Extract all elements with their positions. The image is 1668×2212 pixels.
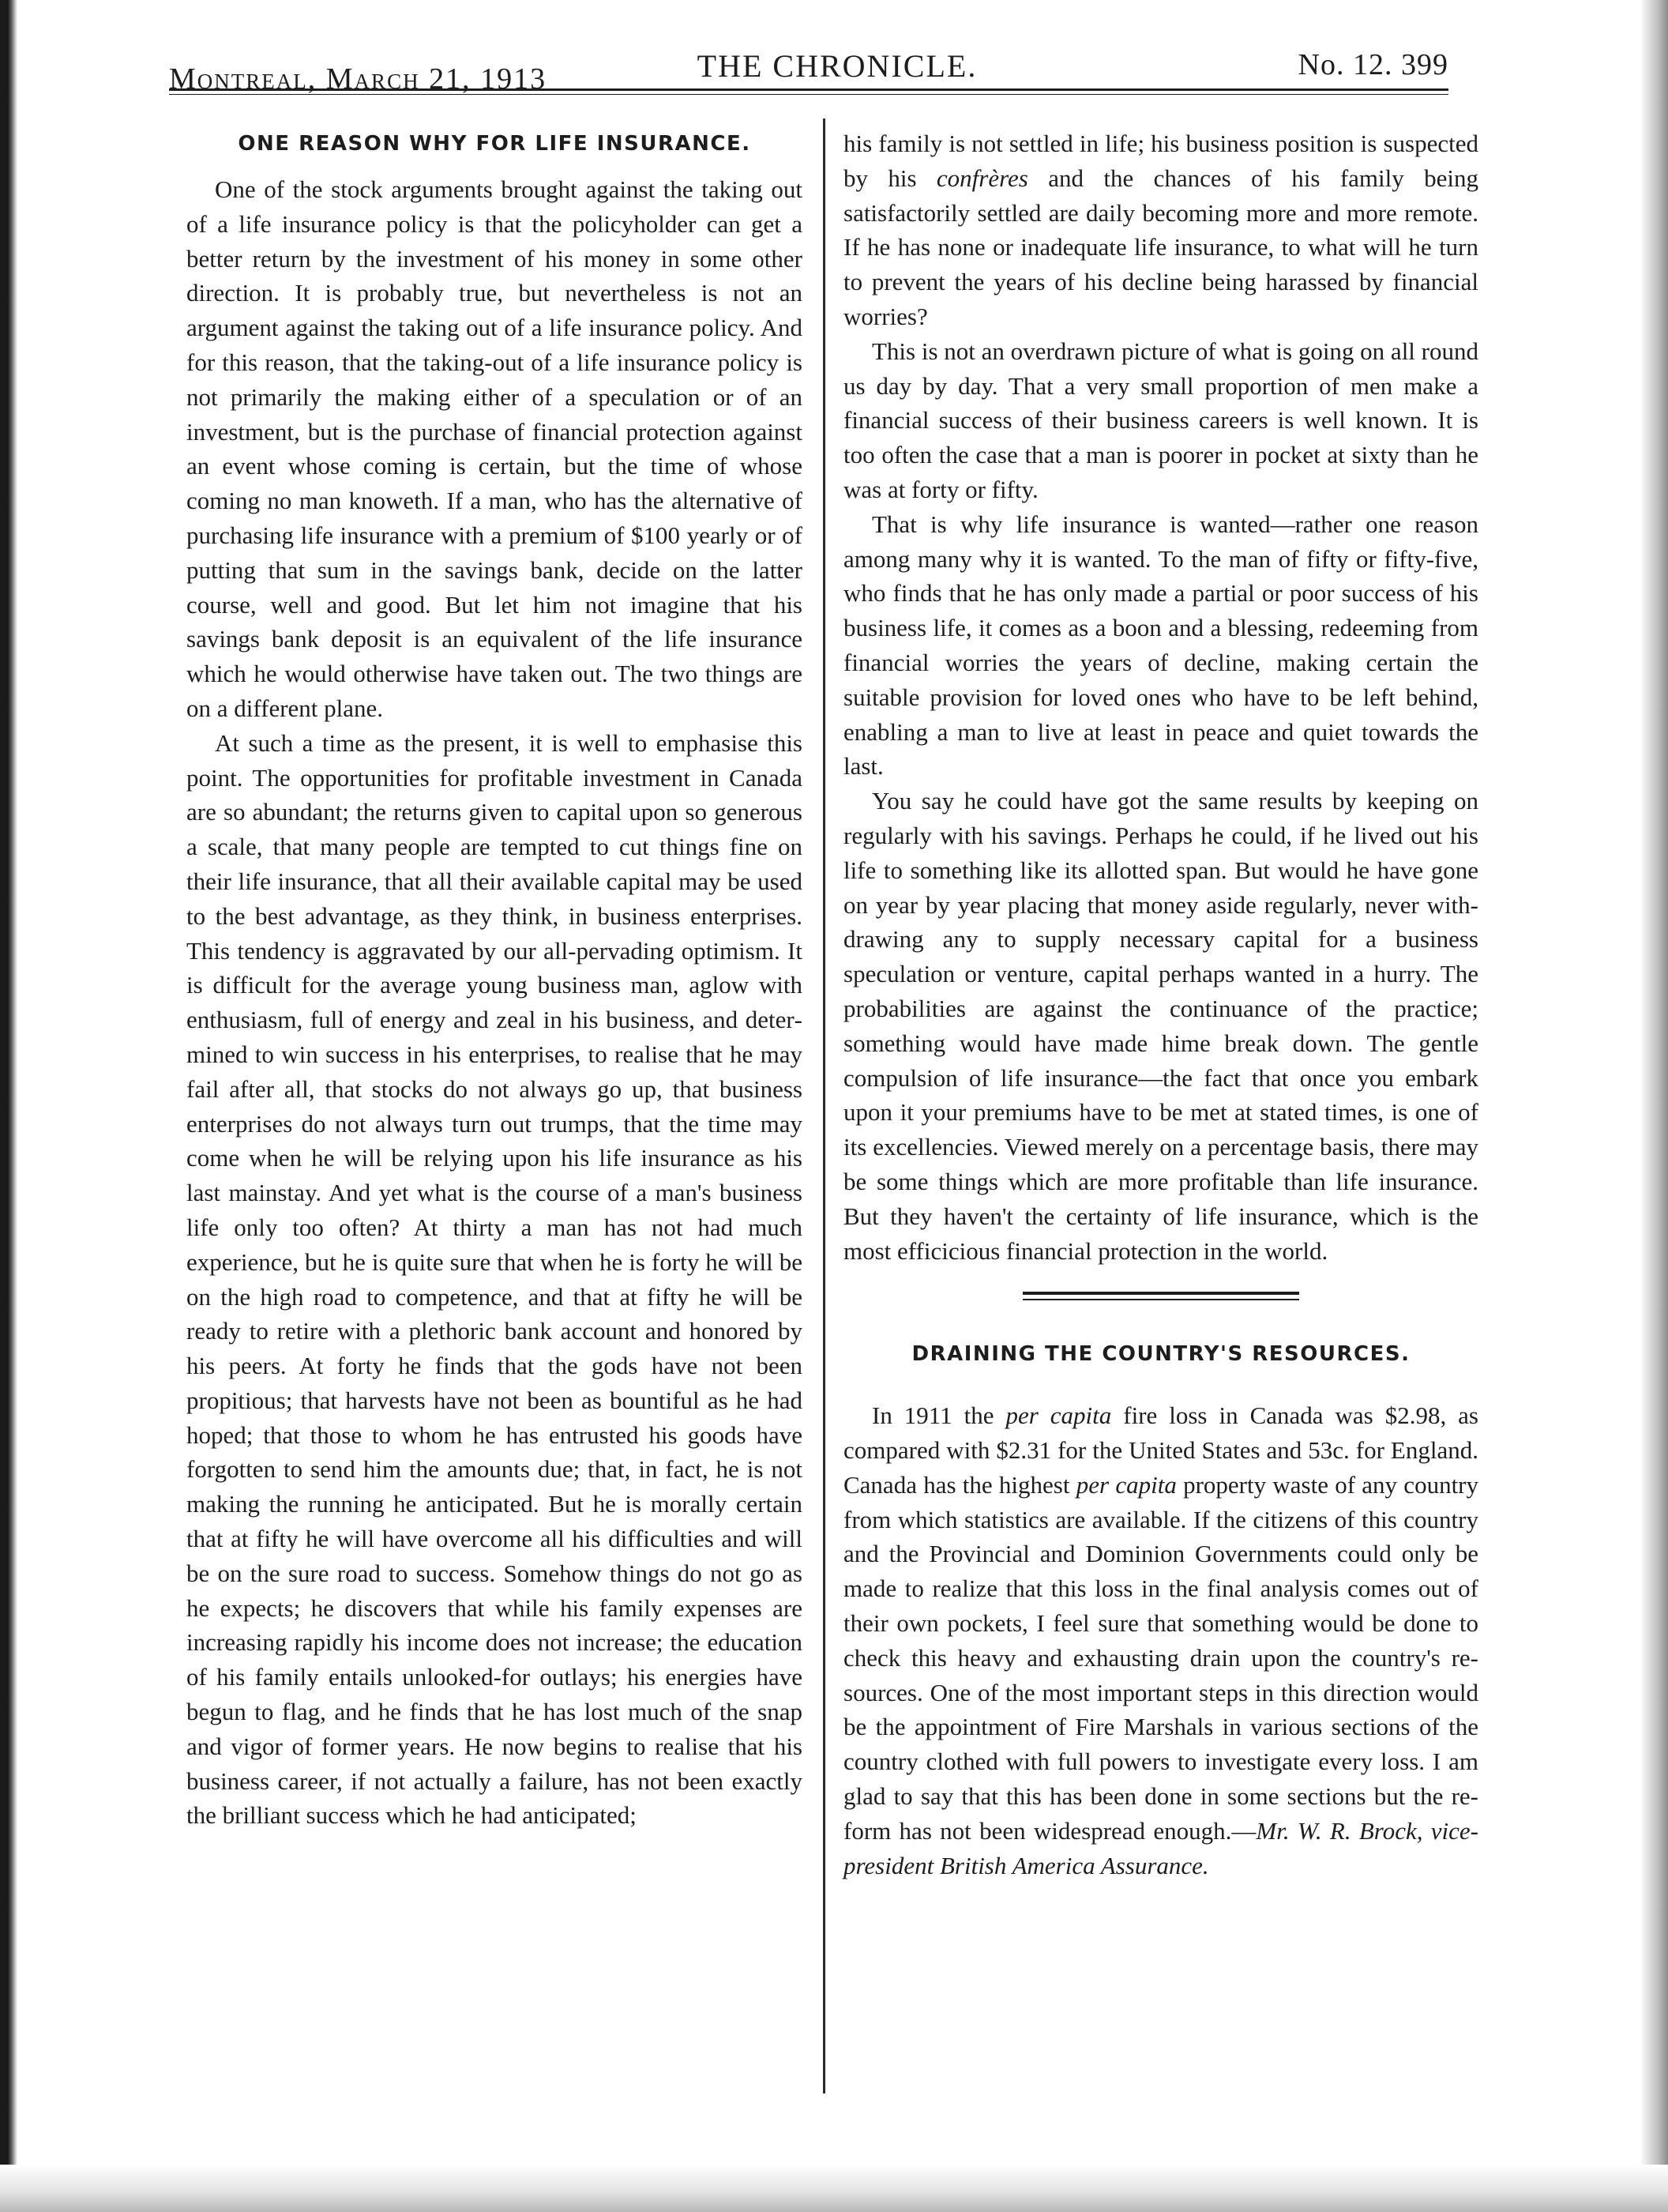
- header-dateline: Montreal, March 21, 1913: [169, 62, 547, 96]
- article1-p3-confreres: confrères: [936, 164, 1028, 192]
- header-rule: [169, 88, 1448, 95]
- article2-per-capita-1: per capita: [1005, 1401, 1112, 1430]
- page-bottom-edge: [0, 2165, 1668, 2212]
- article1-paragraph-3: [843, 126, 1478, 334]
- article-title-life-insurance: ONE REASON WHY FOR LIFE INSURANCE.: [238, 132, 751, 156]
- left-column: [186, 126, 802, 1833]
- header-issue-page: No. 12. 399: [1298, 48, 1448, 81]
- article2-per-capita-2: per capita: [1076, 1470, 1177, 1499]
- article2-text-a: In 1911 the: [872, 1401, 1006, 1430]
- article1-paragraph-1: One of the stock arguments brought against the taking out of a life insurance policy is that the policyholder can get a better return by the investment of his money in some other direction. It is probably true, but nevertheless is not an argument against the taking out of a life insurance policy. And for this reason, that the taking-out of a life insurance policy is not primarily the making either of a speculation or of an investment, but is the purchase of financial protection against an event whose coming is certain, but the time of whose coming no man knoweth. If a man, who has the alternative of purchasing life insurance with a premium of $100 yearly or of putting that sum in the savings bank, decide on the latter course, well and good. But let him not imagine that his savings bank deposit is an equivalent of the life insurance which he would otherwise have taken out. The two things are on a different plane.: [186, 175, 802, 722]
- right-column: [843, 126, 1478, 1883]
- article1-p3-text-a: his family is not settled in life; his business position is suspected by his: [843, 130, 1478, 192]
- article-title-draining-resources: DRAINING THE COUNTRY'S RESOURCES.: [911, 1342, 1411, 1367]
- page-right-edge: [1640, 0, 1668, 2212]
- page-binding-edge: [0, 0, 17, 2212]
- section-divider-rule: [1023, 1292, 1299, 1300]
- article2-paragraph-1: [843, 1398, 1478, 1883]
- article2-text-b: fire loss in Canada was $2.98, as compared with $2.31 for the United States and 53c. for England. Canada has the highest: [843, 1401, 1478, 1499]
- header-masthead: THE CHRONICLE.: [697, 48, 978, 84]
- article2-signature: Mr. W. R. Brock, vice-president British America Assurance.: [843, 1816, 1479, 1879]
- article2-text-c: property waste of any country from which statistics are available. If the citizens of this country and the Provincial and Dominion Governments could only be made to realize that this loss in the final analysis comes out of their own pockets, I feel sure that something would be done to check this heavy and exhausting drain upon the country's resources. One of the most important steps in this direction would be the appointment of Fire Marshals in various sections of the country clothed with full powers to investigate every loss. I am glad to say that this has been done in some sections but the reform has not been widespread enough.—: [843, 1470, 1479, 1845]
- article1-paragraph-4: This is not an overdrawn picture of what is going on all round us day by day. That a very small proportion of men make a financial success of their business careers is well known. It is too often the case that a man is poorer in pocket at sixty than he was at forty or fifty.: [843, 337, 1478, 503]
- article1-paragraph-6: You say he could have got the same results by keeping on regularly with his savings. Perhaps he could, if he lived out his life to something like its allotted span. But would he have gone on year by year placing that money aside regularly, never withdrawing any to supply necessary capital for a business speculation or venture, capital perhaps wanted in a hurry. The probabilities are against the continuance of the practice; something would have made hime break down. The gentle compulsion of life insurance—the fact that once you embark upon it your premiums have to be met at stated times, is one of its excellencies. Viewed merely on a percentage basis, there may be some things which are more profitable than life insurance. But they haven't the certainty of life insurance, which is the most efficicious financial protection in the world.: [843, 787, 1478, 1265]
- article1-p3-text-b: and the chances of his family being satisfactorily settled are daily becoming more and more remote. If he has none or inadequate life insurance, to what will he turn to prevent the years of his decline being harassed by financial worries?: [843, 164, 1478, 330]
- article1-paragraph-2: At such a time as the present, it is well to emphasise this point. The opportunities for profitable investment in Canada are so abundant; the returns given to capital upon so generous a scale, that many people are tempted to cut things fine on their life insurance, that all their available capital may be used to the best advantage, as they think, in business enterprises. This tendency is aggravated by our all-pervading optimism. It is difficult for the average young business man, aglow with enthusiasm, full of energy and zeal in his business, and determined to win success in his enterprises, to realise that he may fail after all, that stocks do not always go up, that business enterprises do not always turn out trumps, that the time may come when he will be relying upon his life insurance as his last mainstay. And yet what is the course of a man's business life only too often? At thirty a man has not had much experience, but he is quite sure that when he is forty he will be on the high road to competence, and that at fifty he will be ready to retire with a plethoric bank account and honored by his peers. At forty he finds that the gods have not been propitious; that harvests have not been as bountiful as he had hoped; that those to whom he has entrusted his goods have forgotten to send him the amounts due; that, in fact, he is not making the running he anticipated. But he is morally certain that at fifty he will have overcome all his difficulties and will be on the sure road to success. Somehow things do not go as he expects; he discovers that while his family expenses are increasing rapidly his income does not increase; the education of his family entails unlooked-for outlays; his energies have begun to flag, and he finds that he has lost much of the snap and vigor of former years. He now begins to realise that his business career, if not actually a failure, has not been exactly the brilliant success which he had anticipated;: [186, 728, 802, 1830]
- article1-paragraph-5: That is why life insurance is wanted—rather one reason among many why it is wanted. To the man of fifty or fifty-five, who finds that he has only made a partial or poor success of his business life, it comes as a boon and a blessing, redeeming from financial worries the years of decline, making certain the suitable provision for loved ones who have to be left behind, enabling a man to live at least in peace and quiet towards the last.: [843, 510, 1478, 781]
- column-divider: [823, 118, 825, 2094]
